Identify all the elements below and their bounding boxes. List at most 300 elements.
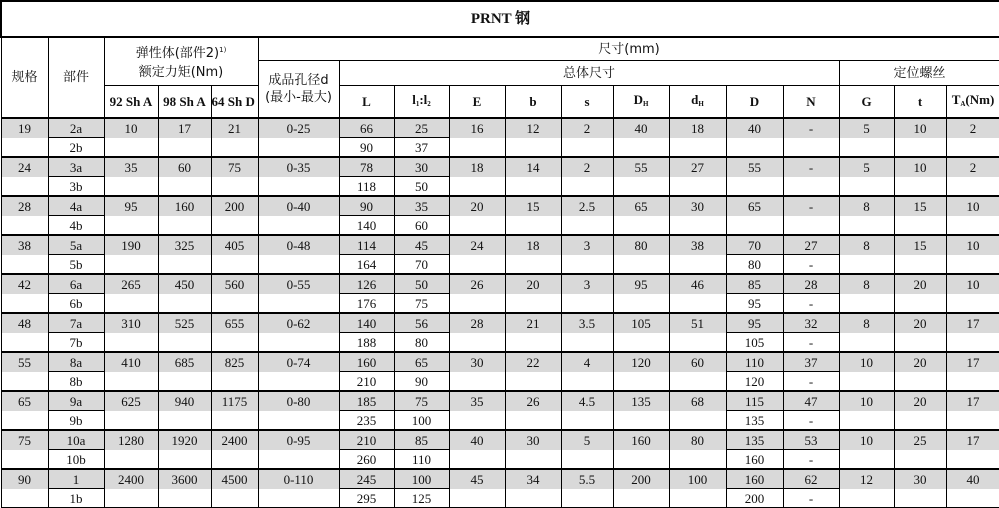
cell-sh92: 95 [104,196,158,216]
header-G: G [839,86,894,119]
cell-dh: 68 [669,391,726,411]
cell-ta [946,294,999,314]
cell-t [894,294,946,314]
table-body [1,118,999,508]
cell-ta: 17 [946,313,999,333]
cell-spec [1,489,48,508]
cell-b [505,255,561,275]
cell-part: 7b [48,333,104,353]
cell-g: 8 [839,274,894,294]
header-t: t [894,86,946,119]
cell-g: 10 [839,430,894,450]
cell-sh92 [104,372,158,392]
cell-d: 105 [726,333,783,353]
cell-sh64: 4500 [211,469,258,489]
cell-sh64 [211,216,258,236]
cell-sh92 [104,138,158,158]
cell-g: 10 [839,391,894,411]
table-row [1,489,999,508]
cell-sh98 [158,294,211,314]
cell-dh [669,372,726,392]
header-s: s [561,86,613,119]
cell-dh [669,294,726,314]
cell-t: 15 [894,235,946,255]
cell-sh98: 525 [158,313,211,333]
cell-part: 2a [48,118,104,138]
cell-sh98: 685 [158,352,211,372]
cell-t: 25 [894,430,946,450]
cell-bore: 0-110 [258,469,339,489]
cell-bore [258,372,339,392]
cell-e: 30 [449,352,505,372]
cell-part: 5a [48,235,104,255]
cell-n: 32 [783,313,839,333]
cell-dh [669,177,726,197]
cell-part: 8a [48,352,104,372]
cell-spec [1,255,48,275]
cell-b [505,216,561,236]
table-row [1,411,999,431]
cell-s: 5 [561,430,613,450]
cell-d: 200 [726,489,783,508]
cell-spec [1,372,48,392]
cell-dh [613,138,669,158]
cell-sh92: 625 [104,391,158,411]
table-row [1,235,999,255]
cell-l: 75 [394,391,449,411]
table-row [1,177,999,197]
header-DH: $D_H$ [613,86,669,119]
cell-dh [613,294,669,314]
header-92sha: 92 Sh A [104,86,158,119]
cell-n [783,177,839,197]
cell-b [505,450,561,470]
cell-n: 27 [783,235,839,255]
cell-n: - [783,294,839,314]
cell-t [894,216,946,236]
cell-e: 40 [449,430,505,450]
footnote-mark: 1) [219,46,227,54]
cell-b: 26 [505,391,561,411]
cell-sh64: 1175 [211,391,258,411]
header-L: L [339,86,394,119]
cell-b: 15 [505,196,561,216]
cell-d: 65 [726,196,783,216]
cell-dh: 51 [669,313,726,333]
cell-spec: 28 [1,196,48,216]
cell-sh64 [211,450,258,470]
cell-e [449,177,505,197]
cell-l: 90 [339,196,394,216]
cell-l: 188 [339,333,394,353]
cell-e: 26 [449,274,505,294]
cell-l: 245 [339,469,394,489]
cell-sh92 [104,177,158,197]
cell-ta [946,372,999,392]
cell-sh98: 325 [158,235,211,255]
cell-ta [946,411,999,431]
cell-g: 10 [839,352,894,372]
cell-sh98: 3600 [158,469,211,489]
cell-g [839,411,894,431]
cell-ta [946,177,999,197]
cell-g [839,255,894,275]
cell-sh92 [104,411,158,431]
cell-sh92: 310 [104,313,158,333]
cell-part: 6a [48,274,104,294]
header-l1l2: $l_1:l_2$ [394,86,449,119]
cell-n: 62 [783,469,839,489]
cell-g [839,372,894,392]
cell-e [449,216,505,236]
cell-ta [946,255,999,275]
cell-dh: 38 [669,235,726,255]
table-row [1,118,999,138]
cell-t [894,333,946,353]
header-spec: 规格 [1,37,48,118]
cell-bore [258,216,339,236]
header-N: N [783,86,839,119]
cell-dh: 105 [613,313,669,333]
cell-sh64: 405 [211,235,258,255]
cell-l: 65 [394,352,449,372]
cell-b: 22 [505,352,561,372]
cell-d: 120 [726,372,783,392]
cell-sh64: 560 [211,274,258,294]
cell-part: 10a [48,430,104,450]
cell-bore: 0-35 [258,157,339,177]
cell-ta [946,138,999,158]
cell-part: 6b [48,294,104,314]
cell-dh: 30 [669,196,726,216]
table-row [1,333,999,353]
header-E: E [449,86,505,119]
cell-n: - [783,118,839,138]
cell-dh: 60 [669,352,726,372]
cell-b [505,138,561,158]
cell-dh: 200 [613,469,669,489]
cell-bore: 0-62 [258,313,339,333]
cell-n [783,216,839,236]
cell-g: 8 [839,235,894,255]
cell-dh [669,489,726,508]
cell-sh64 [211,489,258,508]
cell-g [839,489,894,508]
cell-t: 30 [894,469,946,489]
cell-bore [258,333,339,353]
cell-t [894,450,946,470]
cell-b: 18 [505,235,561,255]
cell-t: 15 [894,196,946,216]
elastomer-line1: 弹性体(部件2) [135,46,220,61]
cell-e [449,450,505,470]
cell-spec: 38 [1,235,48,255]
cell-n [783,138,839,158]
cell-dh [613,411,669,431]
cell-b: 30 [505,430,561,450]
cell-d: 135 [726,430,783,450]
cell-t [894,372,946,392]
cell-bore [258,255,339,275]
cell-sh92 [104,294,158,314]
cell-b: 21 [505,313,561,333]
cell-spec: 24 [1,157,48,177]
elastomer-line2: 额定力矩(Nm) [138,65,224,80]
cell-sh92: 265 [104,274,158,294]
cell-g: 8 [839,313,894,333]
cell-dh: 120 [613,352,669,372]
cell-part: 8b [48,372,104,392]
cell-dh [613,372,669,392]
cell-dh: 46 [669,274,726,294]
cell-g: 12 [839,469,894,489]
cell-sh98: 17 [158,118,211,138]
cell-sh64 [211,294,258,314]
cell-sh92 [104,333,158,353]
cell-l: 85 [394,430,449,450]
cell-l: 30 [394,157,449,177]
cell-part: 9b [48,411,104,431]
cell-sh98 [158,333,211,353]
cell-e [449,489,505,508]
cell-sh92 [104,216,158,236]
cell-sh64: 21 [211,118,258,138]
cell-l: 110 [394,450,449,470]
bore-line1: 成品孔径d [268,73,329,88]
cell-dh: 135 [613,391,669,411]
cell-l: 90 [339,138,394,158]
cell-l: 164 [339,255,394,275]
cell-d: 160 [726,450,783,470]
cell-l: 185 [339,391,394,411]
cell-ta [946,216,999,236]
cell-sh92 [104,255,158,275]
cell-dh [669,450,726,470]
cell-b: 34 [505,469,561,489]
cell-sh64 [211,255,258,275]
cell-b: 14 [505,157,561,177]
cell-t [894,411,946,431]
cell-e: 45 [449,469,505,489]
cell-sh98 [158,216,211,236]
table-row [1,138,999,158]
cell-e [449,372,505,392]
bore-line2: (最小-最大) [265,90,332,105]
cell-spec: 19 [1,118,48,138]
cell-dh [669,138,726,158]
cell-s [561,489,613,508]
cell-d [726,177,783,197]
cell-s: 3.5 [561,313,613,333]
cell-d: 160 [726,469,783,489]
cell-l: 50 [394,274,449,294]
table-row [1,313,999,333]
cell-sh98: 60 [158,157,211,177]
cell-s [561,177,613,197]
table-row [1,216,999,236]
cell-dh: 18 [669,118,726,138]
cell-ta: 40 [946,469,999,489]
cell-part: 2b [48,138,104,158]
cell-bore: 0-48 [258,235,339,255]
cell-bore: 0-55 [258,274,339,294]
cell-sh64: 655 [211,313,258,333]
header-bore [258,61,339,119]
cell-dh: 160 [613,430,669,450]
cell-s: 4.5 [561,391,613,411]
cell-l: 176 [339,294,394,314]
cell-s: 5.5 [561,469,613,489]
cell-dh [669,255,726,275]
cell-n: - [783,255,839,275]
cell-ta [946,489,999,508]
cell-l: 140 [339,313,394,333]
header-b: b [505,86,561,119]
cell-dh [613,450,669,470]
cell-l: 70 [394,255,449,275]
cell-ta: 2 [946,118,999,138]
cell-g: 5 [839,118,894,138]
cell-n: - [783,157,839,177]
cell-n: - [783,411,839,431]
cell-s: 2 [561,157,613,177]
cell-sh64: 75 [211,157,258,177]
cell-d: 85 [726,274,783,294]
table-row [1,274,999,294]
cell-l: 56 [394,313,449,333]
cell-b [505,411,561,431]
cell-sh98 [158,138,211,158]
cell-e: 35 [449,391,505,411]
cell-e: 20 [449,196,505,216]
cell-t: 20 [894,391,946,411]
cell-s [561,411,613,431]
cell-d: 80 [726,255,783,275]
cell-l: 160 [339,352,394,372]
cell-e: 24 [449,235,505,255]
cell-part: 10b [48,450,104,470]
header-98sha: 98 Sh A [158,86,211,119]
cell-n: - [783,489,839,508]
cell-g [839,138,894,158]
cell-ta [946,450,999,470]
cell-spec: 42 [1,274,48,294]
cell-bore [258,450,339,470]
cell-dh [669,333,726,353]
cell-sh98: 450 [158,274,211,294]
cell-spec [1,333,48,353]
cell-bore [258,294,339,314]
cell-spec: 55 [1,352,48,372]
cell-sh92 [104,489,158,508]
cell-sh64 [211,177,258,197]
cell-t: 20 [894,352,946,372]
cell-bore: 0-95 [258,430,339,450]
cell-part: 4b [48,216,104,236]
header-setscrew: 定位螺丝 [839,61,999,86]
cell-g: 5 [839,157,894,177]
cell-dh: 40 [613,118,669,138]
cell-spec: 48 [1,313,48,333]
cell-t: 20 [894,274,946,294]
cell-l: 210 [339,430,394,450]
cell-l: 45 [394,235,449,255]
cell-dh: 80 [613,235,669,255]
cell-sh64: 2400 [211,430,258,450]
cell-sh92: 190 [104,235,158,255]
cell-l: 100 [394,469,449,489]
cell-e: 16 [449,118,505,138]
cell-bore: 0-74 [258,352,339,372]
cell-b [505,372,561,392]
cell-spec [1,216,48,236]
cell-d: 135 [726,411,783,431]
table-title: PRNT 钢 [1,1,999,37]
cell-bore [258,138,339,158]
cell-l: 37 [394,138,449,158]
cell-t: 10 [894,157,946,177]
cell-sh64 [211,333,258,353]
cell-ta: 17 [946,352,999,372]
table-row [1,157,999,177]
cell-s: 3 [561,274,613,294]
cell-s [561,372,613,392]
cell-s: 2 [561,118,613,138]
cell-s: 4 [561,352,613,372]
cell-l: 90 [394,372,449,392]
cell-e: 28 [449,313,505,333]
cell-spec [1,177,48,197]
cell-l: 114 [339,235,394,255]
table-row [1,255,999,275]
cell-l: 66 [339,118,394,138]
cell-spec: 65 [1,391,48,411]
cell-spec [1,450,48,470]
cell-sh98: 160 [158,196,211,216]
table-row [1,294,999,314]
cell-d: 55 [726,157,783,177]
cell-t [894,255,946,275]
cell-d: 115 [726,391,783,411]
cell-spec [1,411,48,431]
cell-s: 2.5 [561,196,613,216]
cell-d [726,216,783,236]
table-row [1,372,999,392]
cell-e [449,255,505,275]
cell-ta [946,333,999,353]
cell-sh64 [211,372,258,392]
cell-ta: 10 [946,235,999,255]
cell-n: - [783,372,839,392]
cell-part: 5b [48,255,104,275]
cell-sh92: 10 [104,118,158,138]
cell-t [894,177,946,197]
cell-ta: 17 [946,430,999,450]
cell-sh92: 35 [104,157,158,177]
cell-t: 10 [894,118,946,138]
cell-n: 28 [783,274,839,294]
cell-sh98 [158,411,211,431]
cell-d [726,138,783,158]
cell-part: 1b [48,489,104,508]
cell-s [561,333,613,353]
cell-l: 25 [394,118,449,138]
cell-d: 40 [726,118,783,138]
cell-l: 210 [339,372,394,392]
cell-sh92 [104,450,158,470]
cell-part: 7a [48,313,104,333]
cell-b [505,294,561,314]
